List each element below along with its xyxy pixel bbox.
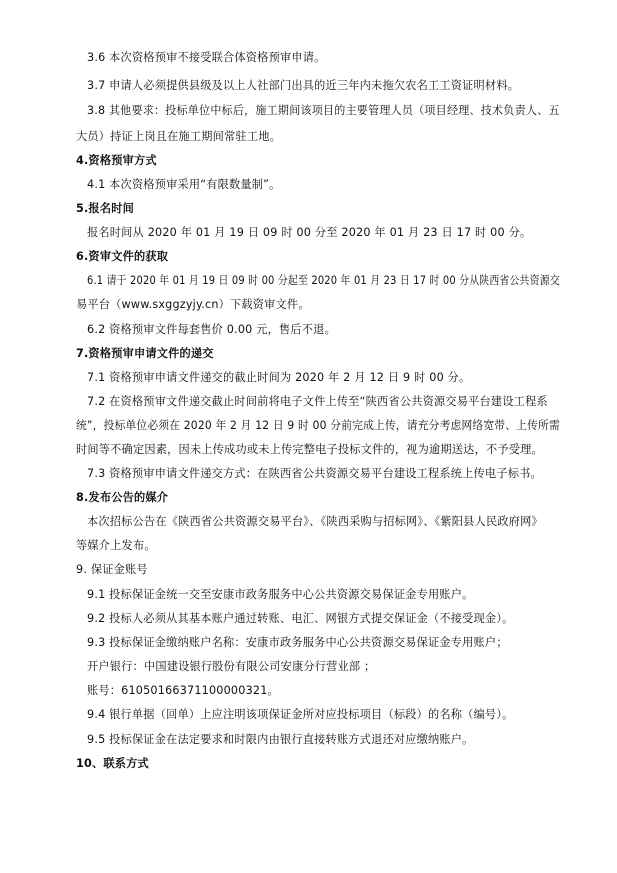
section-4-heading: 4.资格预审方式 bbox=[76, 154, 157, 167]
section-7-heading: 7.资格预审申请文件的递交 bbox=[76, 347, 214, 360]
clause-3-8: 3.8 其他要求：投标单位中标后，施工期间该项目的主要管理人员（项目经理、技术负责人、五 bbox=[87, 104, 560, 117]
clause-7-2: 7.2 在资格预审文件递交截止时间前将电子文件上传至“陕西省公共资源交易平台建设工程系 bbox=[87, 395, 548, 408]
clause-6-1: 6.1 请于 2020 年 01 月 19 日 09 时 00 分起至 2020 年 01 月 23 日 17 时 00 分从陕西省公共资源交 bbox=[87, 274, 560, 287]
section-5-heading: 5.报名时间 bbox=[76, 202, 134, 215]
clause-6-2: 6.2 资格预审文件每套售价 0.00 元，售后不退。 bbox=[87, 323, 336, 336]
clause-3-8-cont: 大员）持证上岗且在施工期间常驻工地。 bbox=[76, 130, 281, 143]
clause-3-7: 3.7 申请人必须提供县级及以上人社部门出具的近三年内未拖欠农名工工资证明材料。 bbox=[87, 79, 520, 92]
media-notice: 本次招标公告在《陕西省公共资源交易平台》、《陕西采购与招标网》、《紫阳县人民政府网》 bbox=[87, 515, 543, 528]
clause-4-1: 4.1 本次资格预审采用“有限数量制”。 bbox=[87, 178, 281, 191]
section-9-heading: 9. 保证金账号 bbox=[76, 563, 148, 576]
bank-name: 开户银行：中国建设银行股份有限公司安康分行营业部 ； bbox=[87, 660, 376, 673]
clause-9-5: 9.5 投标保证金在法定要求和时限内由银行直接转账方式退还对应缴纳账户。 bbox=[87, 733, 474, 746]
clause-6-1-cont: 易平台（www.sxggzyjy.cn）下载资审文件。 bbox=[76, 298, 310, 311]
clause-7-3: 7.3 资格预审申请文件递交方式：在陕西省公共资源交易平台建设工程系统上传电子标书。 bbox=[87, 467, 542, 480]
clause-9-2: 9.2 投标人必须从其基本账户通过转账、电汇、网银方式提交保证金（不接受现金）。 bbox=[87, 612, 514, 625]
account-number: 账号：61050166371100000321。 bbox=[87, 684, 279, 697]
clause-7-2-cont-2: 时间等不确定因素，因未上传成功或未上传完整电子投标文件的，视为逾期送达，不予受理。 bbox=[76, 443, 543, 456]
registration-time: 报名时间从 2020 年 01 月 19 日 09 时 00 分至 2020 年 01 月 23 日 17 时 00 分。 bbox=[87, 226, 532, 239]
clause-7-2-cont-1: 统”，投标单位必须在 2020 年 2 月 12 日 9 时 00 分前完成上传，请充分考虑网络宽带、上传所需 bbox=[76, 419, 560, 432]
section-8-heading: 8.发布公告的媒介 bbox=[76, 491, 169, 504]
clause-7-1: 7.1 资格预审申请文件递交的截止时间为 2020 年 2 月 12 日 9 时 00 分。 bbox=[87, 371, 471, 384]
clause-9-1: 9.1 投标保证金统一交至安康市政务服务中心公共资源交易保证金专用账户。 bbox=[87, 588, 474, 601]
section-10-heading: 10、联系方式 bbox=[76, 757, 149, 770]
section-6-heading: 6.资审文件的获取 bbox=[76, 250, 169, 263]
clause-3-6: 3.6 本次资格预审不接受联合体资格预审申请。 bbox=[87, 51, 326, 64]
clause-9-4: 9.4 银行单据（回单）上应注明该项保证金所对应投标项目（标段）的名称（编号）。 bbox=[87, 708, 514, 721]
clause-9-3: 9.3 投标保证金缴纳账户名称：安康市政务服务中心公共资源交易保证金专用账户； bbox=[87, 636, 508, 649]
media-notice-cont: 等媒介上发布。 bbox=[76, 539, 156, 552]
